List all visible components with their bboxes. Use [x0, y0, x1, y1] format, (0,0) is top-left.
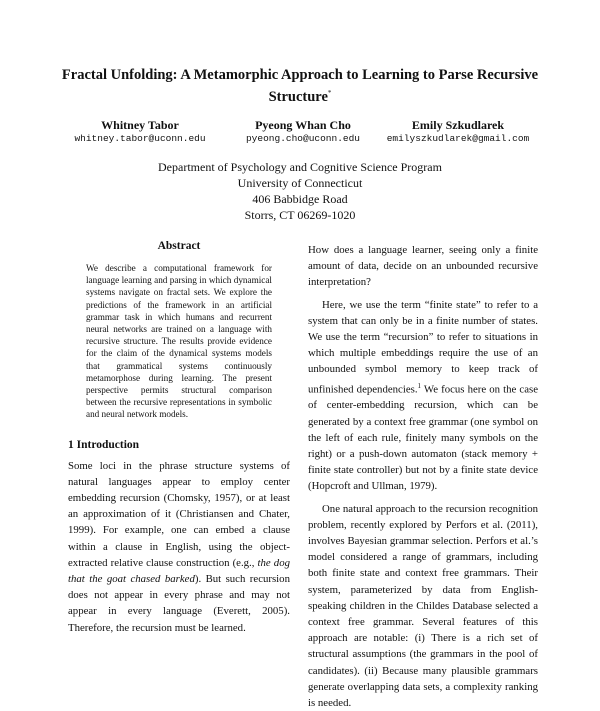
affiliation-line: Department of Psychology and Cognitive Science Program	[158, 160, 442, 174]
paper-title	[60, 66, 540, 106]
footnote-marker: 1	[417, 381, 422, 390]
introduction-text	[68, 458, 290, 636]
affiliation-line: Storrs, CT 06269-1020	[244, 208, 356, 222]
intro-text-part: ). But such recursion does not appear in every phrase and may not appear in every language (Everett, 2005). Therefore, the recursion must be learned.	[68, 573, 290, 634]
author-name: Whitney Tabor	[101, 118, 179, 132]
author-name: Pyeong Whan Cho	[255, 118, 351, 132]
right-column	[308, 242, 538, 711]
author-name: Emily Szkudlarek	[411, 118, 505, 132]
title-footnote-mark: *	[327, 89, 332, 97]
right-paragraph-3: One natural approach to the recursion recognition problem, recently explored by Perfors et al. (2011), involves Bayesian grammar selection. Perfors et al.’s model considered a range of grammars, including both finite state and context free grammars. Their system, parameterized by data from English-speaking children in the Childes Database selected a context free grammar. Several features of this approach are notable: (i) There is a rich set of structural assumptions (the grammars in the pool of candidates). (ii) Because many plausible grammars generate overlapping data sets, a complexity ranking is needed.	[308, 502, 538, 710]
left-column	[68, 240, 290, 636]
intro-text-part: Some loci in the phrase structure systems of natural languages appear to employ center embedding recursion (Chomsky, 1957), or at least an approximation of it (Christiansen and Chater, 1999). For example, one can embed a clause within a clause in English, using the object-extracted relative clause construction (e.g.,	[68, 459, 290, 569]
author-block	[0, 118, 600, 158]
author-email: whitney.tabor@uconn.edu	[74, 133, 206, 144]
abstract-heading: Abstract	[157, 240, 201, 252]
intro-example: the dog that the goat chased barked	[68, 556, 290, 586]
paragraph-text: We focus here on the case of center-embedding recursion, which can be generated by a context free grammar (one symbol on the left of each rule, finitely many symbols on the right) or a push-down automaton (stack memory + finite state controller) but not by a finite state device (Hopcroft and Ullman, 1979).	[308, 383, 538, 493]
paper-title-text: Fractal Unfolding: A Metamorphic Approach to Learning to Parse Recursive Structure	[61, 67, 539, 105]
author-3	[373, 118, 543, 146]
abstract-text: We describe a computational framework for language learning and parsing in which dynamical systems navigate on fractal sets. We explore the predictions of the framework in an artificial grammar task in which humans and recurrent neural networks are trained on a language with recursive structure. The results provide evidence for the claim of the dynamical systems models that grammatical systems continuously metamorphose during learning. The present perspective permits structural comparison between the recursive representations in symbolic and neural network models.	[86, 263, 272, 420]
affiliation	[100, 159, 500, 223]
author-email: emilyszkudlarek@gmail.com	[386, 133, 530, 144]
introduction-heading: 1 Introduction	[68, 438, 140, 451]
affiliation-line: 406 Babbidge Road	[252, 192, 348, 206]
right-paragraph-2	[308, 297, 538, 495]
paragraph-text: Here, we use the term “finite state” to refer to a system that can only be in a finite number of states. We use the term “recursion” to refer to situations in which multiple embeddings require the use of an unbounded symbol memory to keep track of unfinished dependencies.	[308, 298, 538, 396]
right-paragraph-1: How does a language learner, seeing only a finite amount of data, decide on an unbounded recursive interpretation?	[308, 244, 538, 289]
author-email: pyeong.cho@uconn.edu	[245, 133, 361, 144]
author-1	[55, 118, 225, 146]
author-2	[218, 118, 388, 146]
affiliation-line: University of Connecticut	[237, 176, 363, 190]
